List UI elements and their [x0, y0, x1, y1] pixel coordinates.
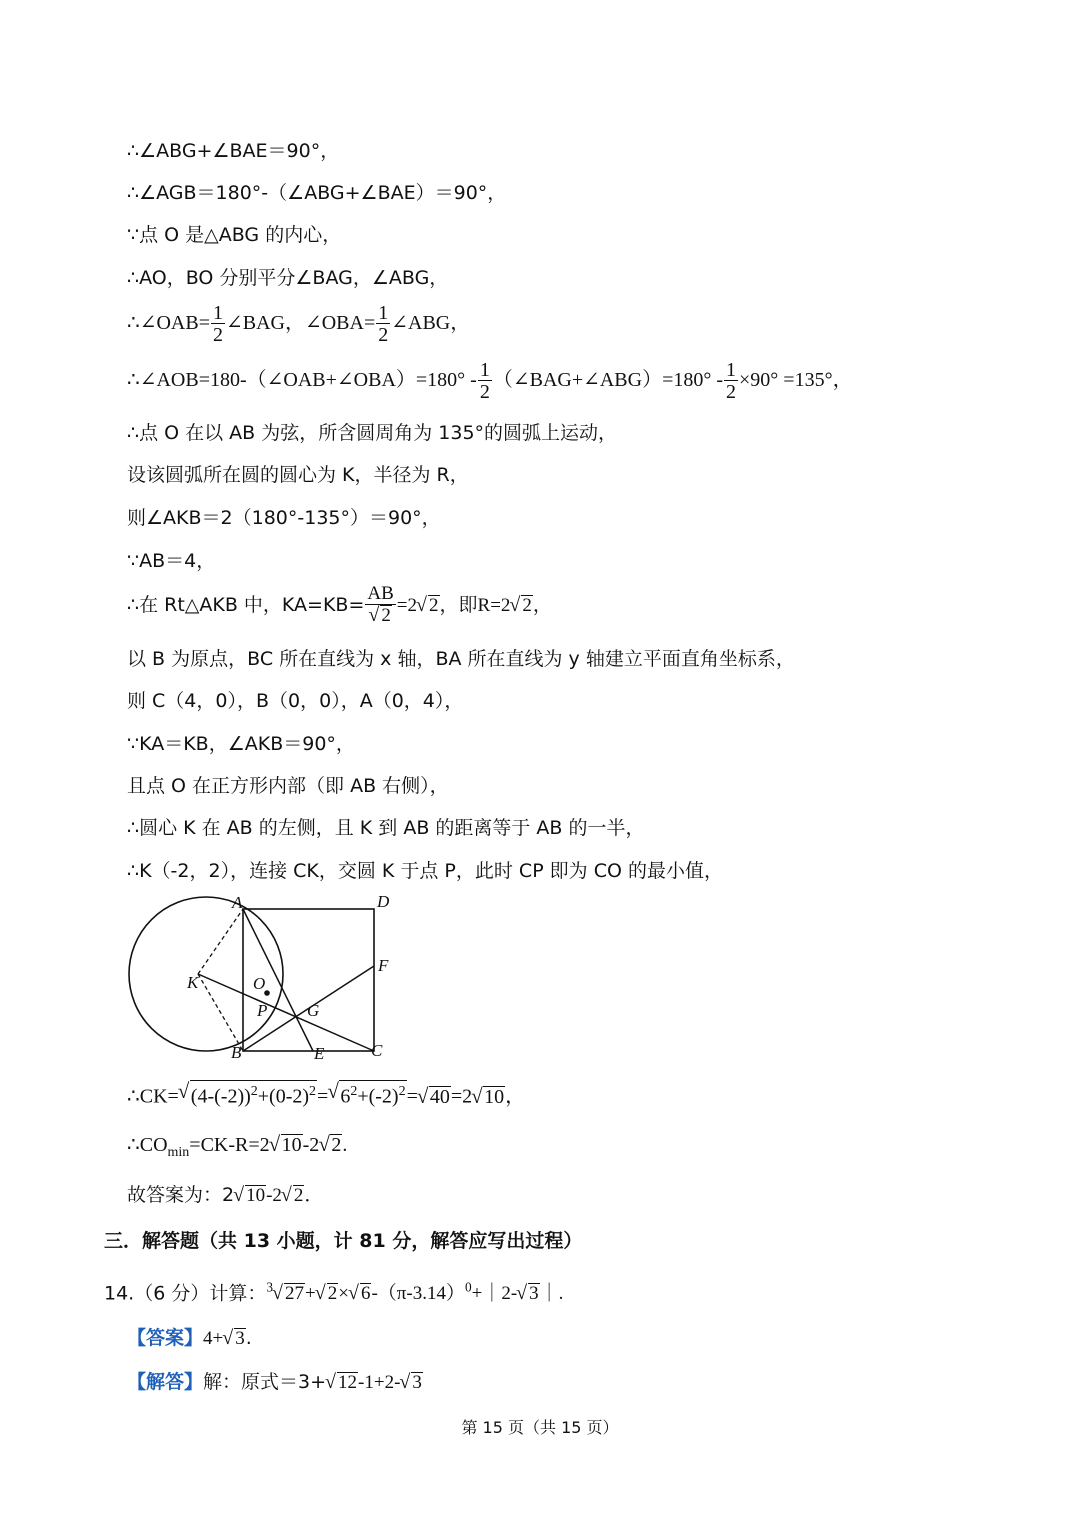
label-k: K: [187, 973, 199, 992]
sqrt: √ 2: [283, 1184, 305, 1208]
label-o: O: [253, 974, 266, 993]
final-answer-line: 故答案为：2√ 10-2√ 2．: [127, 1183, 323, 1208]
sqrt: √ 10: [271, 1133, 303, 1157]
sqrt: √ 12: [327, 1371, 358, 1395]
sqrt: √ 2: [511, 594, 533, 618]
sqrt: √ $(4-(-2))^2+(0-2)^2$: [180, 1080, 317, 1109]
solution-line: ∴圆心 K 在 AB 的左侧，且 K 到 AB 的距离等于 AB 的一半，: [127, 817, 645, 839]
label-d: D: [377, 892, 390, 911]
answer-line: 【答案】4+√ 3.: [127, 1326, 252, 1351]
fraction-ab-over-root2: AB √ 2: [365, 584, 395, 627]
page-footer: 第 15 页（共 15 页）: [461, 1418, 619, 1437]
section-heading: 三．解答题（共 13 小题，计 81 分，解答应写出过程）: [104, 1230, 583, 1252]
solution-line-co-min: $\therefore CO_{min}=CK-R=2√$ 10-2√ 2.: [127, 1133, 347, 1165]
solution-line: ∵点 O 是△ABG 的内心，: [127, 224, 342, 246]
fraction-one-half: $\frac{1}{2}$: [213, 302, 223, 346]
sqrt: √ 3: [518, 1282, 540, 1306]
solution-line: 且点 O 在正方形内部（即 AB 右侧），: [127, 775, 449, 797]
solution-line: 则 C（4，0），B（0，0），A（0，4），: [127, 690, 464, 712]
solution-answer-line: 【解答】解：原式＝3+√ 12-1+2-√ 3: [127, 1370, 423, 1395]
solution-line: ∴AO，BO 分别平分∠BAG，∠ABG，: [127, 267, 449, 289]
label-a: A: [232, 893, 243, 912]
solution-line: ∵KA＝KB，∠AKB＝90°，: [127, 733, 355, 755]
dashed-ka: [198, 909, 243, 974]
sqrt: √ 10: [235, 1184, 266, 1208]
label-c: C: [371, 1041, 383, 1060]
label-b: B: [231, 1043, 242, 1062]
label-g: G: [307, 1001, 320, 1020]
label-f: F: [378, 956, 389, 975]
solution-line: 则∠AKB＝2（180°-135°）＝90°，: [127, 507, 441, 529]
solution-line: 以 B 为原点，BC 所在直线为 x 轴，BA 所在直线为 y 轴建立平面直角坐标系，: [127, 648, 795, 670]
geometry-figure: [120, 888, 410, 1068]
sqrt: √ 2: [418, 594, 440, 618]
sqrt: √ 6: [350, 1282, 372, 1306]
cube-root: √ 27: [274, 1282, 305, 1306]
fraction-one-half: $\frac{1}{2}$: [479, 359, 490, 403]
label-e: E: [314, 1044, 325, 1063]
sqrt: √ 2: [317, 1282, 339, 1306]
answer-label: 【答案】: [127, 1327, 204, 1349]
sqrt: √ 3: [224, 1327, 246, 1351]
sqrt: √ 2: [320, 1133, 342, 1157]
question-14: 14.（6 分）计算：$^3$√ 27+√ 2×√ $6-(\pi-3.14)^0+|2-√$ 3｜.: [104, 1276, 563, 1306]
dashed-kb: [198, 974, 243, 1051]
solution-line: ∴K（-2，2），连接 CK，交圆 K 于点 P，此时 CP 即为 CO 的最小值，: [127, 860, 723, 882]
solution-line: 设该圆弧所在圆的圆心为 K，半径为 R，: [127, 464, 469, 486]
fraction-one-half: $\frac{1}{2}$: [378, 302, 389, 346]
sqrt: √ 40: [419, 1085, 451, 1109]
sqrt: √ $6^2+(-2)^2$: [329, 1080, 406, 1109]
solution-line: ∵AB＝4，: [127, 550, 216, 572]
fraction-one-half: $\frac{1}{2}$: [726, 359, 737, 403]
sqrt: √ 2: [370, 605, 392, 627]
solution-line-fraction: ∴在 Rt△AKB 中，KA=KB= AB √ 2 =2√ 2，即R=2√ 2，: [127, 584, 552, 627]
solution-line-fraction: ∴∠AOB=180-（∠OAB+∠OBA）=180° - $\frac{1}{2}$ （∠BAG+∠ABG）=180° - $\frac{1}{2}$ ×90° =135°，: [127, 359, 853, 403]
solution-line: ∴∠AGB＝180°-（∠ABG+∠BAE）＝90°，: [127, 182, 507, 204]
solution-line-ck: ∴CK=√ $(4-(-2))^2+(0-2)^2=√$ $6^2+(-2)^2=√$ 40=2√ 10，: [127, 1080, 525, 1109]
label-p: P: [257, 1001, 268, 1020]
sqrt: √ 10: [473, 1085, 505, 1109]
solution-line-fraction: ∴∠OAB= $\frac{1}{2}$ ∠BAG，∠OBA= $\frac{1}{2}$ ∠ABG，: [127, 302, 471, 346]
solution-label: 【解答】: [127, 1371, 204, 1393]
sqrt: √ 3: [401, 1371, 423, 1395]
solution-line: ∴点 O 在以 AB 为弦，所含圆周角为 135°的圆弧上运动，: [127, 422, 618, 444]
solution-line: ∴∠ABG+∠BAE＝90°，: [127, 140, 340, 162]
line-kc: [198, 974, 374, 1051]
